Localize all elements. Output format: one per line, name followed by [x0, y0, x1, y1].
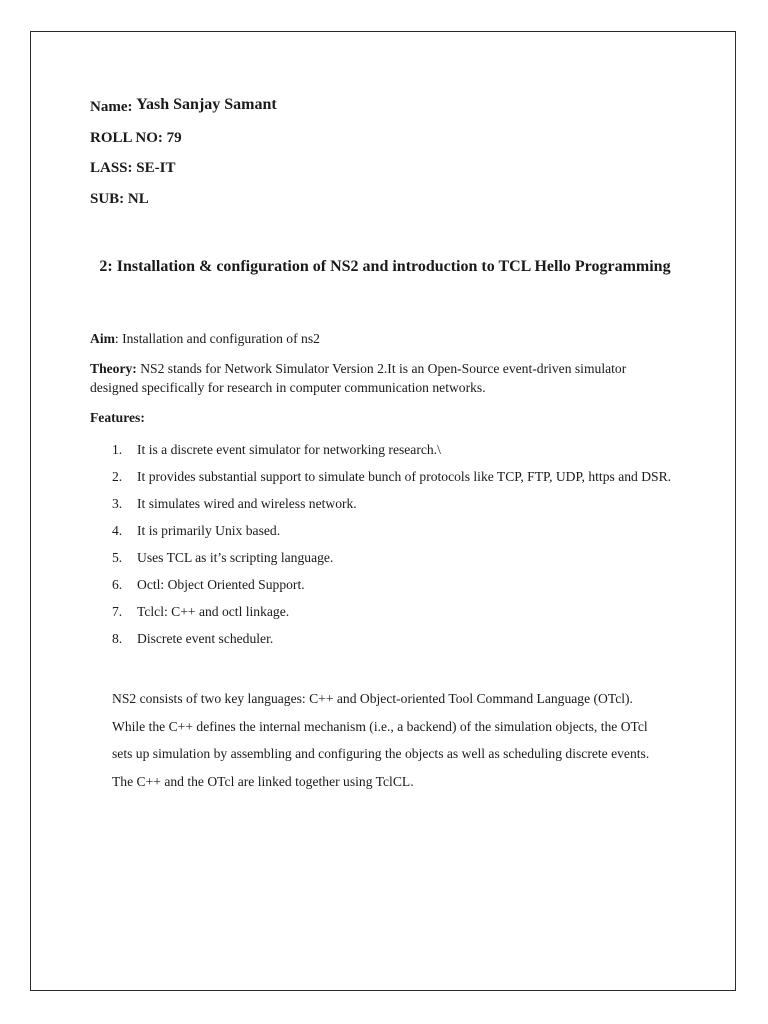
theory-label: Theory:	[90, 361, 137, 376]
list-item: 5. Uses TCL as it’s scripting language.	[112, 550, 334, 565]
roll-number: ROLL NO: 79	[90, 130, 182, 146]
list-item: 1. It is a discrete event simulator for networking research.\	[112, 442, 441, 457]
class-line: LASS: SE-IT	[90, 160, 176, 176]
list-item: 7. Tclcl: C++ and octl linkage.	[112, 604, 290, 619]
aim-line	[90, 329, 320, 348]
student-name	[90, 98, 277, 116]
aim-label: Aim	[90, 331, 115, 346]
features-heading: Features:	[90, 410, 145, 425]
theory-paragraph	[90, 359, 650, 397]
subject-line: SUB: NL	[90, 191, 149, 207]
theory-text: NS2 stands for Network Simulator Version 2.It is an Open-Source event-driven simulator designed specifically for research in computer communication networks.	[90, 361, 627, 395]
document-title: 2: Installation & configuration of NS2 and introduction to TCL Hello Programming	[99, 258, 671, 275]
name-label: Name:	[90, 99, 133, 115]
list-item: 3. It simulates wired and wireless network.	[112, 496, 357, 511]
ns2-description-paragraph: NS2 consists of two key languages: C++ and Object-oriented Tool Command Language (OTcl). While the C++ defines the internal mechanism (i.e., a backend) of the simulation objects, the OTcl sets up simulation by assembling and configuring the objects as well as scheduling discrete events. The C++ and the OTcl are linked together using TclCL.	[112, 691, 650, 789]
name-value: Yash Sanjay Samant	[136, 96, 277, 113]
list-item: 8. Discrete event scheduler.	[112, 631, 274, 646]
features-list	[112, 436, 682, 652]
list-item: 2. It provides substantial support to simulate bunch of protocols like TCP, FTP, UDP, https and DSR.	[112, 469, 672, 484]
aim-text: : Installation and configuration of ns2	[114, 331, 320, 346]
list-item: 4. It is primarily Unix based.	[112, 523, 281, 538]
list-item: 6. Octl: Object Oriented Support.	[112, 577, 305, 592]
